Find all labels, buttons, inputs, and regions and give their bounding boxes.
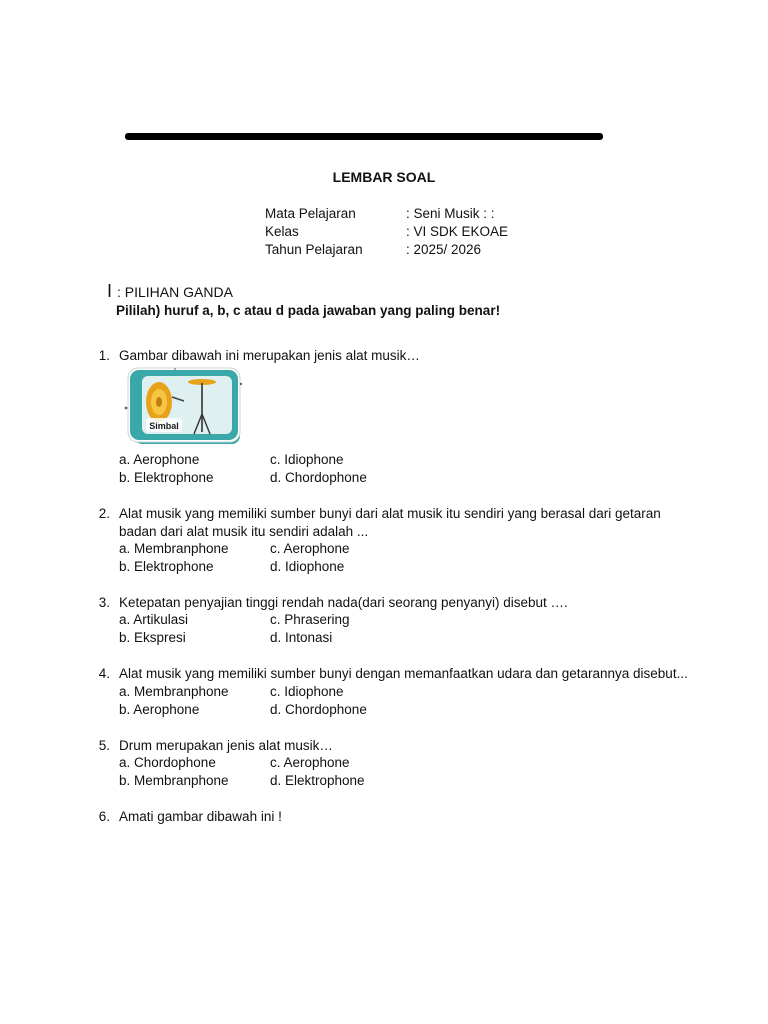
cymbal-image [120, 364, 245, 450]
option-c: c. Idiophone [270, 684, 344, 699]
meta-value-class: : VI SDK EKOAE [406, 224, 509, 239]
section-title: : PILIHAN GANDA [117, 284, 233, 300]
option-a: a. Membranphone [119, 541, 229, 556]
option-a: a. Membranphone [119, 684, 229, 699]
meta-value-year: : 2025/ 2026 [406, 242, 482, 257]
option-b: b. Aerophone [119, 702, 200, 717]
option-a: a. Artikulasi [119, 612, 189, 627]
option-d: d. Elektrophone [270, 773, 365, 788]
question-text: Alat musik yang memiliki sumber bunyi dengan memanfaatkan udara dan getarannya disebut... [119, 666, 688, 681]
option-c: c. Aerophone [270, 541, 350, 556]
question-number: 2. [98, 506, 110, 521]
section-instruction: Pililah) huruf a, b, c atau d pada jawaban yang paling benar! [116, 303, 501, 318]
page-title: LEMBAR SOAL [332, 169, 436, 185]
option-c: c. Phrasering [270, 612, 350, 627]
option-d: d. Chordophone [270, 702, 367, 717]
cymbal-icon [120, 364, 245, 450]
image-caption: Simbal [149, 421, 179, 431]
option-a: a. Chordophone [119, 755, 216, 770]
question-number: 4. [98, 666, 110, 681]
option-b: b. Elektrophone [119, 559, 214, 574]
meta-label-year: Tahun Pelajaran [265, 242, 363, 257]
question-number: 3. [98, 595, 110, 610]
option-c: c. Aerophone [270, 755, 350, 770]
option-a: a. Aerophone [119, 452, 200, 467]
option-b: b. Ekspresi [119, 630, 186, 645]
header-rule [125, 133, 603, 140]
meta-value-subject: : Seni Musik : : [406, 206, 495, 221]
meta-label-subject: Mata Pelajaran [265, 206, 356, 221]
question-text: Amati gambar dibawah ini ! [119, 809, 282, 824]
section-number: I [107, 281, 113, 301]
option-d: d. Idiophone [270, 559, 345, 574]
option-d: d. Chordophone [270, 470, 367, 485]
question-number: 5. [98, 738, 110, 753]
question-number: 6. [98, 809, 110, 824]
option-d: d. Intonasi [270, 630, 333, 645]
question-text-cont: badan dari alat musik itu sendiri adalah ... [119, 524, 369, 539]
question-text: Drum merupakan jenis alat musik… [119, 738, 333, 753]
question-text: Alat musik yang memiliki sumber bunyi dari alat musik itu sendiri yang berasal dari getaran [119, 506, 661, 521]
option-c: c. Idiophone [270, 452, 344, 467]
question-number: 1. [98, 348, 110, 363]
question-text: Gambar dibawah ini merupakan jenis alat musik… [119, 348, 420, 363]
meta-label-class: Kelas [265, 224, 299, 239]
option-b: b. Membranphone [119, 773, 229, 788]
question-text: Ketepatan penyajian tinggi rendah nada(dari seorang penyanyi) disebut …. [119, 595, 568, 610]
option-b: b. Elektrophone [119, 470, 214, 485]
